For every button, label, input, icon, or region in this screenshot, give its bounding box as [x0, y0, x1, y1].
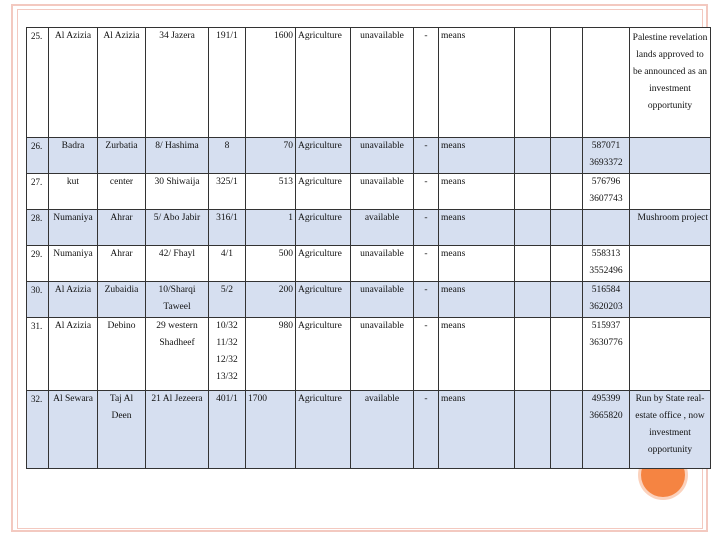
notes-cell — [630, 28, 711, 138]
empty-cell — [551, 210, 583, 246]
piece-cell: 4/1 — [209, 246, 246, 282]
size-cell: 1 — [246, 210, 296, 246]
piece-cell: 316/1 — [209, 210, 246, 246]
coords-cell: 587071 3693372 — [583, 138, 630, 174]
row-number: 26. — [27, 138, 49, 174]
size-cell: 1700 — [246, 391, 296, 469]
size-cell: 70 — [246, 138, 296, 174]
plot-cell: 8/ Hashima — [146, 138, 209, 174]
coords-cell — [583, 28, 630, 138]
use-cell: Agriculture — [296, 28, 351, 138]
area-cell: Ahrar — [98, 246, 146, 282]
notes-cell — [630, 318, 711, 391]
area-cell: Taj Al Deen — [98, 391, 146, 469]
district-cell: kut — [49, 174, 98, 210]
means-cell: means — [439, 138, 515, 174]
row-number: 25. — [27, 28, 49, 138]
dash-cell: - — [414, 138, 439, 174]
coords-cell: 516584 3620203 — [583, 282, 630, 318]
use-cell: Agriculture — [296, 138, 351, 174]
table-row — [27, 174, 711, 210]
dash-cell: - — [414, 391, 439, 469]
empty-cell — [551, 28, 583, 138]
size-cell: 980 — [246, 318, 296, 391]
row-number: 32. — [27, 391, 49, 469]
district-cell: Al Azizia — [49, 28, 98, 138]
table-row — [27, 282, 711, 318]
status-cell: available — [351, 391, 414, 469]
size-cell: 1600 — [246, 28, 296, 138]
empty-cell — [515, 174, 551, 210]
status-cell: available — [351, 210, 414, 246]
table-row — [27, 138, 711, 174]
empty-cell — [515, 318, 551, 391]
empty-cell — [551, 138, 583, 174]
district-cell: Numaniya — [49, 210, 98, 246]
area-cell: Debino — [98, 318, 146, 391]
row-number: 30. — [27, 282, 49, 318]
status-cell: unavailable — [351, 28, 414, 138]
status-cell: unavailable — [351, 318, 414, 391]
notes-cell — [630, 138, 711, 174]
area-cell: Zurbatia — [98, 138, 146, 174]
row-number: 31. — [27, 318, 49, 391]
dash-cell: - — [414, 28, 439, 138]
empty-cell — [551, 391, 583, 469]
use-cell: Agriculture — [296, 174, 351, 210]
empty-cell — [515, 246, 551, 282]
plot-cell: 29 western Shadheef — [146, 318, 209, 391]
piece-cell: 5/2 — [209, 282, 246, 318]
piece-cell: 191/1 — [209, 28, 246, 138]
district-cell: Al Azizia — [49, 318, 98, 391]
coords-cell: 576796 3607743 — [583, 174, 630, 210]
use-cell: Agriculture — [296, 246, 351, 282]
coords-cell: 495399 3665820 — [583, 391, 630, 469]
dash-cell: - — [414, 246, 439, 282]
means-cell: means — [439, 28, 515, 138]
coords-cell: 558313 3552496 — [583, 246, 630, 282]
area-cell: Zubaidia — [98, 282, 146, 318]
status-cell: unavailable — [351, 174, 414, 210]
row-number: 29. — [27, 246, 49, 282]
row-number: 27. — [27, 174, 49, 210]
plot-cell: 30 Shiwaija — [146, 174, 209, 210]
empty-cell — [551, 246, 583, 282]
coords-cell: 515937 3630776 — [583, 318, 630, 391]
table-row — [27, 318, 711, 391]
empty-cell — [515, 138, 551, 174]
empty-cell — [515, 210, 551, 246]
notes-cell — [630, 282, 711, 318]
district-cell: Al Azizia — [49, 282, 98, 318]
empty-cell — [515, 28, 551, 138]
notes-cell — [630, 174, 711, 210]
size-cell: 500 — [246, 246, 296, 282]
plot-cell: 5/ Abo Jabir — [146, 210, 209, 246]
means-cell: means — [439, 210, 515, 246]
notes-cell: Run by State real-estate office , now investment opportunity — [630, 391, 711, 469]
size-cell: 513 — [246, 174, 296, 210]
dash-cell: - — [414, 282, 439, 318]
means-cell: means — [439, 318, 515, 391]
district-cell: Badra — [49, 138, 98, 174]
empty-cell — [551, 174, 583, 210]
area-cell: Al Azizia — [98, 28, 146, 138]
table-row — [27, 246, 711, 282]
table-row — [27, 28, 711, 138]
notes-cell: Mushroom project — [630, 210, 711, 246]
piece-cell: 401/1 — [209, 391, 246, 469]
investment-land-table — [26, 27, 711, 469]
area-cell: Ahrar — [98, 210, 146, 246]
use-cell: Agriculture — [296, 282, 351, 318]
row-number: 28. — [27, 210, 49, 246]
empty-cell — [515, 282, 551, 318]
status-cell: unavailable — [351, 282, 414, 318]
table-row — [27, 391, 711, 469]
district-cell: Numaniya — [49, 246, 98, 282]
notes-text: Palestine revelation lands approved to be announced as an investment opportunity — [632, 33, 708, 111]
table-row — [27, 210, 711, 246]
dash-cell: - — [414, 174, 439, 210]
dash-cell: - — [414, 210, 439, 246]
empty-cell — [515, 391, 551, 469]
plot-cell: 34 Jazera — [146, 28, 209, 138]
piece-cell: 325/1 — [209, 174, 246, 210]
empty-cell — [551, 282, 583, 318]
size-cell: 200 — [246, 282, 296, 318]
status-cell: unavailable — [351, 246, 414, 282]
coords-cell — [583, 210, 630, 246]
use-cell: Agriculture — [296, 318, 351, 391]
means-cell: means — [439, 174, 515, 210]
piece-cell: 8 — [209, 138, 246, 174]
plot-cell: 21 Al Jezeera — [146, 391, 209, 469]
area-cell: center — [98, 174, 146, 210]
district-cell: Al Sewara — [49, 391, 98, 469]
piece-cell: 10/32 11/32 12/32 13/32 — [209, 318, 246, 391]
plot-cell: 42/ Fhayl — [146, 246, 209, 282]
status-cell: unavailable — [351, 138, 414, 174]
use-cell: Agriculture — [296, 391, 351, 469]
means-cell: means — [439, 391, 515, 469]
means-cell: means — [439, 282, 515, 318]
means-cell: means — [439, 246, 515, 282]
empty-cell — [551, 318, 583, 391]
plot-cell: 10/Sharqi Taweel — [146, 282, 209, 318]
notes-cell — [630, 246, 711, 282]
dash-cell: - — [414, 318, 439, 391]
use-cell: Agriculture — [296, 210, 351, 246]
